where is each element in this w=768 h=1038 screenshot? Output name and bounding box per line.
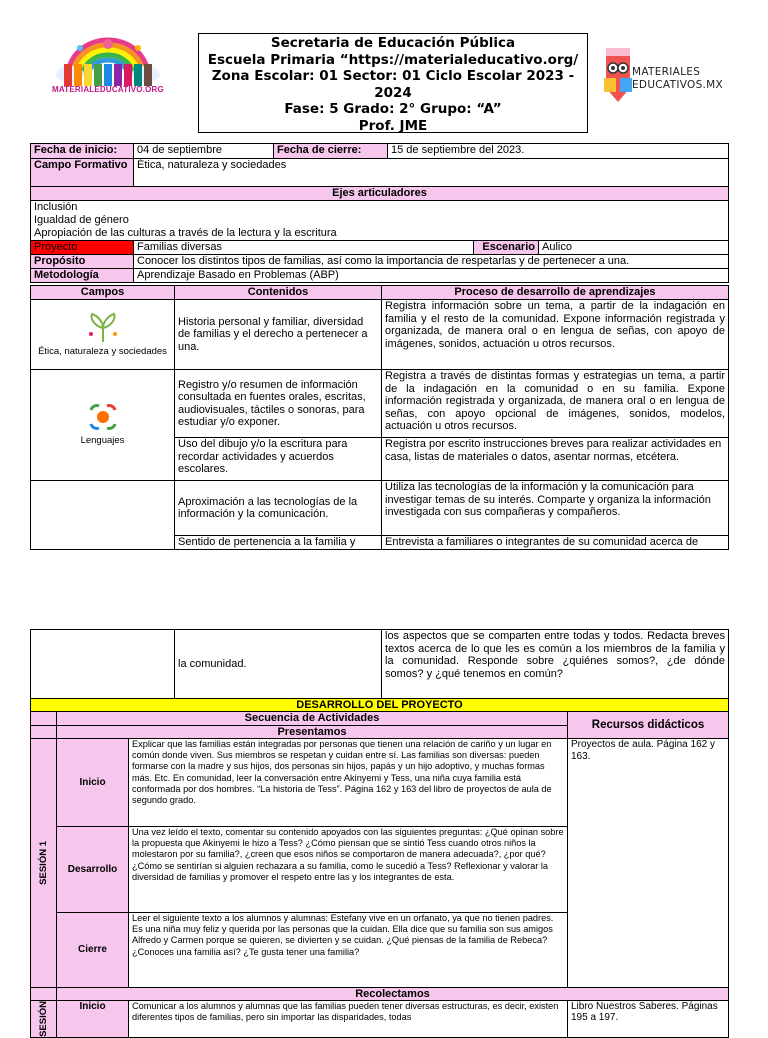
cierre-label: Cierre [57, 913, 129, 988]
school-header-box [198, 33, 588, 133]
logo-right-line-1: MATERIALES [632, 66, 701, 78]
fecha-cierre-label: Fecha de cierre: [274, 144, 388, 159]
campo-lenguajes-label: Lenguajes [80, 435, 125, 447]
header-line-2: Escuela Primaria “https://materialeducativo.org/ [207, 51, 579, 68]
campos-table [30, 285, 729, 550]
inicio-label: Inicio [57, 739, 129, 827]
header-campos: Campos [31, 286, 175, 300]
recolectamos-label: Recolectamos [57, 988, 729, 1001]
contenido-5a: Sentido de pertenencia a la familia y [175, 536, 382, 550]
campo-formativo-label: Campo Formativo [31, 159, 134, 187]
header-proceso: Proceso de desarrollo de aprendizajes [382, 286, 729, 300]
secuencia-label: Secuencia de Actividades [57, 712, 568, 726]
inicio-text: Explicar que las familias están integradas por personas que tienen una relación de cariño y un lugar en común donde viven. Sus miembros se respetan y cuidan entre sí. Las familias son diversas: pueden formarse con la madre y sus hijos, dos personas sin hijos, papás y un hijo adoptivo, y muchas formas más. Etc. En comunidad, leer la conversación entre Akinyemi y Tess, una niña cuya familia está conformada por dos hombres. “La historia de Tess”. Página 162 y 163 del libro de proyectos de aula de segundo grado. [129, 739, 568, 827]
proceso-1: Registra información sobre un tema, a partir de la indagación en familia y el resto de la comunidad. Expone información registrada y organizada, de manera oral o en lengua de señas, con apoyo de imágenes, sonidos, actuación u otros recursos. [382, 300, 729, 370]
recursos-label: Recursos didácticos [568, 712, 729, 739]
proceso-2: Registra a través de distintas formas y estrategias un tema, a partir de la indagación en la comunidad o en su familia. Expone información registrada y organizada, de manera oral o en lengua de señas, con apoyo opcional de imágenes, sonidos, modelos, actuación u otros recursos. [382, 370, 729, 438]
fecha-inicio-value: 04 de septiembre [134, 144, 274, 159]
sesion-1-label: SESIÓN 1 [37, 841, 49, 885]
pencil-mascot-logo [600, 44, 636, 104]
proposito-value: Conocer los distintos tipos de familias, así como la importancia de respetarlas y de pertenecer a una. [134, 255, 729, 269]
header-line-3: Zona Escolar: 01 Sector: 01 Ciclo Escolar 2023 - [211, 68, 575, 84]
campo-etica-label: Ética, naturaleza y sociedades [38, 346, 167, 357]
leaf-sprout-icon [86, 312, 120, 344]
eje-item: Inclusión [34, 201, 78, 213]
logo-left-text: MATERIALEDUCATIVO.ORG [52, 85, 164, 94]
desarrollo-title: DESARROLLO DEL PROYECTO [31, 699, 729, 712]
eje-item: Apropiación de las culturas a través de la lectura y la escritura [34, 227, 337, 239]
campo-lenguajes [31, 370, 175, 481]
escenario-label: Escenario [474, 241, 539, 255]
planning-table [30, 143, 729, 283]
sesion-2-label: SESIÓN [37, 1001, 49, 1037]
desarrollo-table [30, 698, 729, 1038]
blank-cell [31, 726, 57, 739]
campo-empty [31, 481, 175, 550]
contenido-3: Uso del dibujo y/o la escritura para recordar actividades y acuerdos escolares. [175, 438, 382, 481]
proceso-3: Registra por escrito instrucciones breves para realizar actividades en casa, listas de materiales o datos, asentar normas, etcétera. [382, 438, 729, 481]
ejes-label: Ejes articuladores [31, 187, 729, 201]
blank-cell [31, 712, 57, 726]
logo-right-text [632, 66, 723, 92]
recurso-2: Libro Nuestros Saberes. Páginas 195 a 197. [568, 1001, 729, 1038]
cierre-text: Leer el siguiente texto a los alumnos y alumnas: Estefany vive en un orfanato, ya que no tienen padres. Es una niña muy feliz y querida por las personas que la cuidan. Ella dice que su familia son sus amigos Alfredo y Carmen porque se quieren, se divierten y se cuidan. ¿Qué piensas de la familia de Rebeca? ¿Conoces una familia así? ¿Te gusta tener una familia? [129, 913, 568, 988]
contenido-4: Aproximación a las tecnologías de la información y la comunicación. [175, 481, 382, 536]
contenido-5b: la comunidad. [175, 630, 382, 699]
presentamos-label: Presentamos [57, 726, 568, 739]
proyecto-value: Familias diversas [134, 241, 474, 255]
eje-item: Igualdad de género [34, 214, 129, 226]
fecha-inicio-label: Fecha de inicio: [31, 144, 134, 159]
header-line-4: 2024 [374, 84, 412, 101]
speech-circle-icon [85, 402, 121, 432]
metodologia-label: Metodología [31, 269, 134, 283]
campo-etica [31, 300, 175, 370]
continuation-table [30, 629, 729, 699]
contenido-2: Registro y/o resumen de información consultada en fuentes orales, escritas, audiovisuales, táctiles o sonoras, para estudiar y/o exponer. [175, 370, 382, 438]
fecha-cierre-value: 15 de septiembre del 2023. [388, 144, 729, 159]
proyecto-label: Proyecto [31, 241, 134, 255]
sesion-1-cell [31, 739, 57, 988]
campo-empty-2 [31, 630, 175, 699]
contenido-1: Historia personal y familiar, diversidad de familias y el derecho a pertenecer a una. [175, 300, 382, 370]
logo-right-line-2: EDUCATIVOS.MX [632, 79, 724, 91]
blank-cell [31, 988, 57, 1001]
inicio-2-label: Inicio [57, 1001, 129, 1038]
proceso-5b: los aspectos que se comparten entre todas y todos. Redacta breves textos acerca de lo que les es común a los miembros de la familia y la comunidad. Responde sobre ¿quiénes somos?, ¿de dónde somos? y ¿qué tenemos en común? [382, 630, 729, 699]
escenario-value: Aulico [539, 241, 729, 255]
metodologia-value: Aprendizaje Basado en Problemas (ABP) [134, 269, 729, 283]
sesion-2-cell [31, 1001, 57, 1038]
inicio-2-text: Comunicar a los alumnos y alumnas que las familias pueden tener diversas estructuras, es decir, existen diferentes tipos de familias, pero sin importar las disparidades, todas [129, 1001, 568, 1038]
header-contenidos: Contenidos [175, 286, 382, 300]
header-line-6: Prof. JME [358, 117, 428, 134]
header-line-5: Fase: 5 Grado: 2° Grupo: “A” [284, 101, 502, 117]
proceso-4: Utiliza las tecnologías de la información y la comunicación para investigar temas de su interés. Comparte y organiza la información investigada con sus compañeras y compañeros. [382, 481, 729, 536]
desarrollo-text: Una vez leído el texto, comentar su contenido apoyados con las siguientes preguntas: ¿Qué opinan sobre la propuesta que Akinyemi le hizo a Tess? ¿Cómo piensan que se sintió Tess cuando otros niños la molestaron por su familia?, ¿creen que esos niños se comportaron de manera adecuada?, ¿por qué? ¿Cómo se sentirían si alguien rechazara a su familia, como le sucedió a Tess? Reflexionar y valorar la diversidad de familias y promover el respeto entre las y los integrantes de esta. [129, 827, 568, 913]
desarrollo-label: Desarrollo [57, 827, 129, 913]
recurso-1: Proyectos de aula. Página 162 y 163. [568, 739, 729, 988]
ejes-list [31, 201, 729, 241]
proceso-5a: Entrevista a familiares o integrantes de su comunidad acerca de [382, 536, 729, 550]
header-line-1: Secretaria de Educación Pública [270, 35, 516, 51]
campo-formativo-value: Ética, naturaleza y sociedades [134, 159, 729, 187]
proposito-label: Propósito [31, 255, 134, 269]
